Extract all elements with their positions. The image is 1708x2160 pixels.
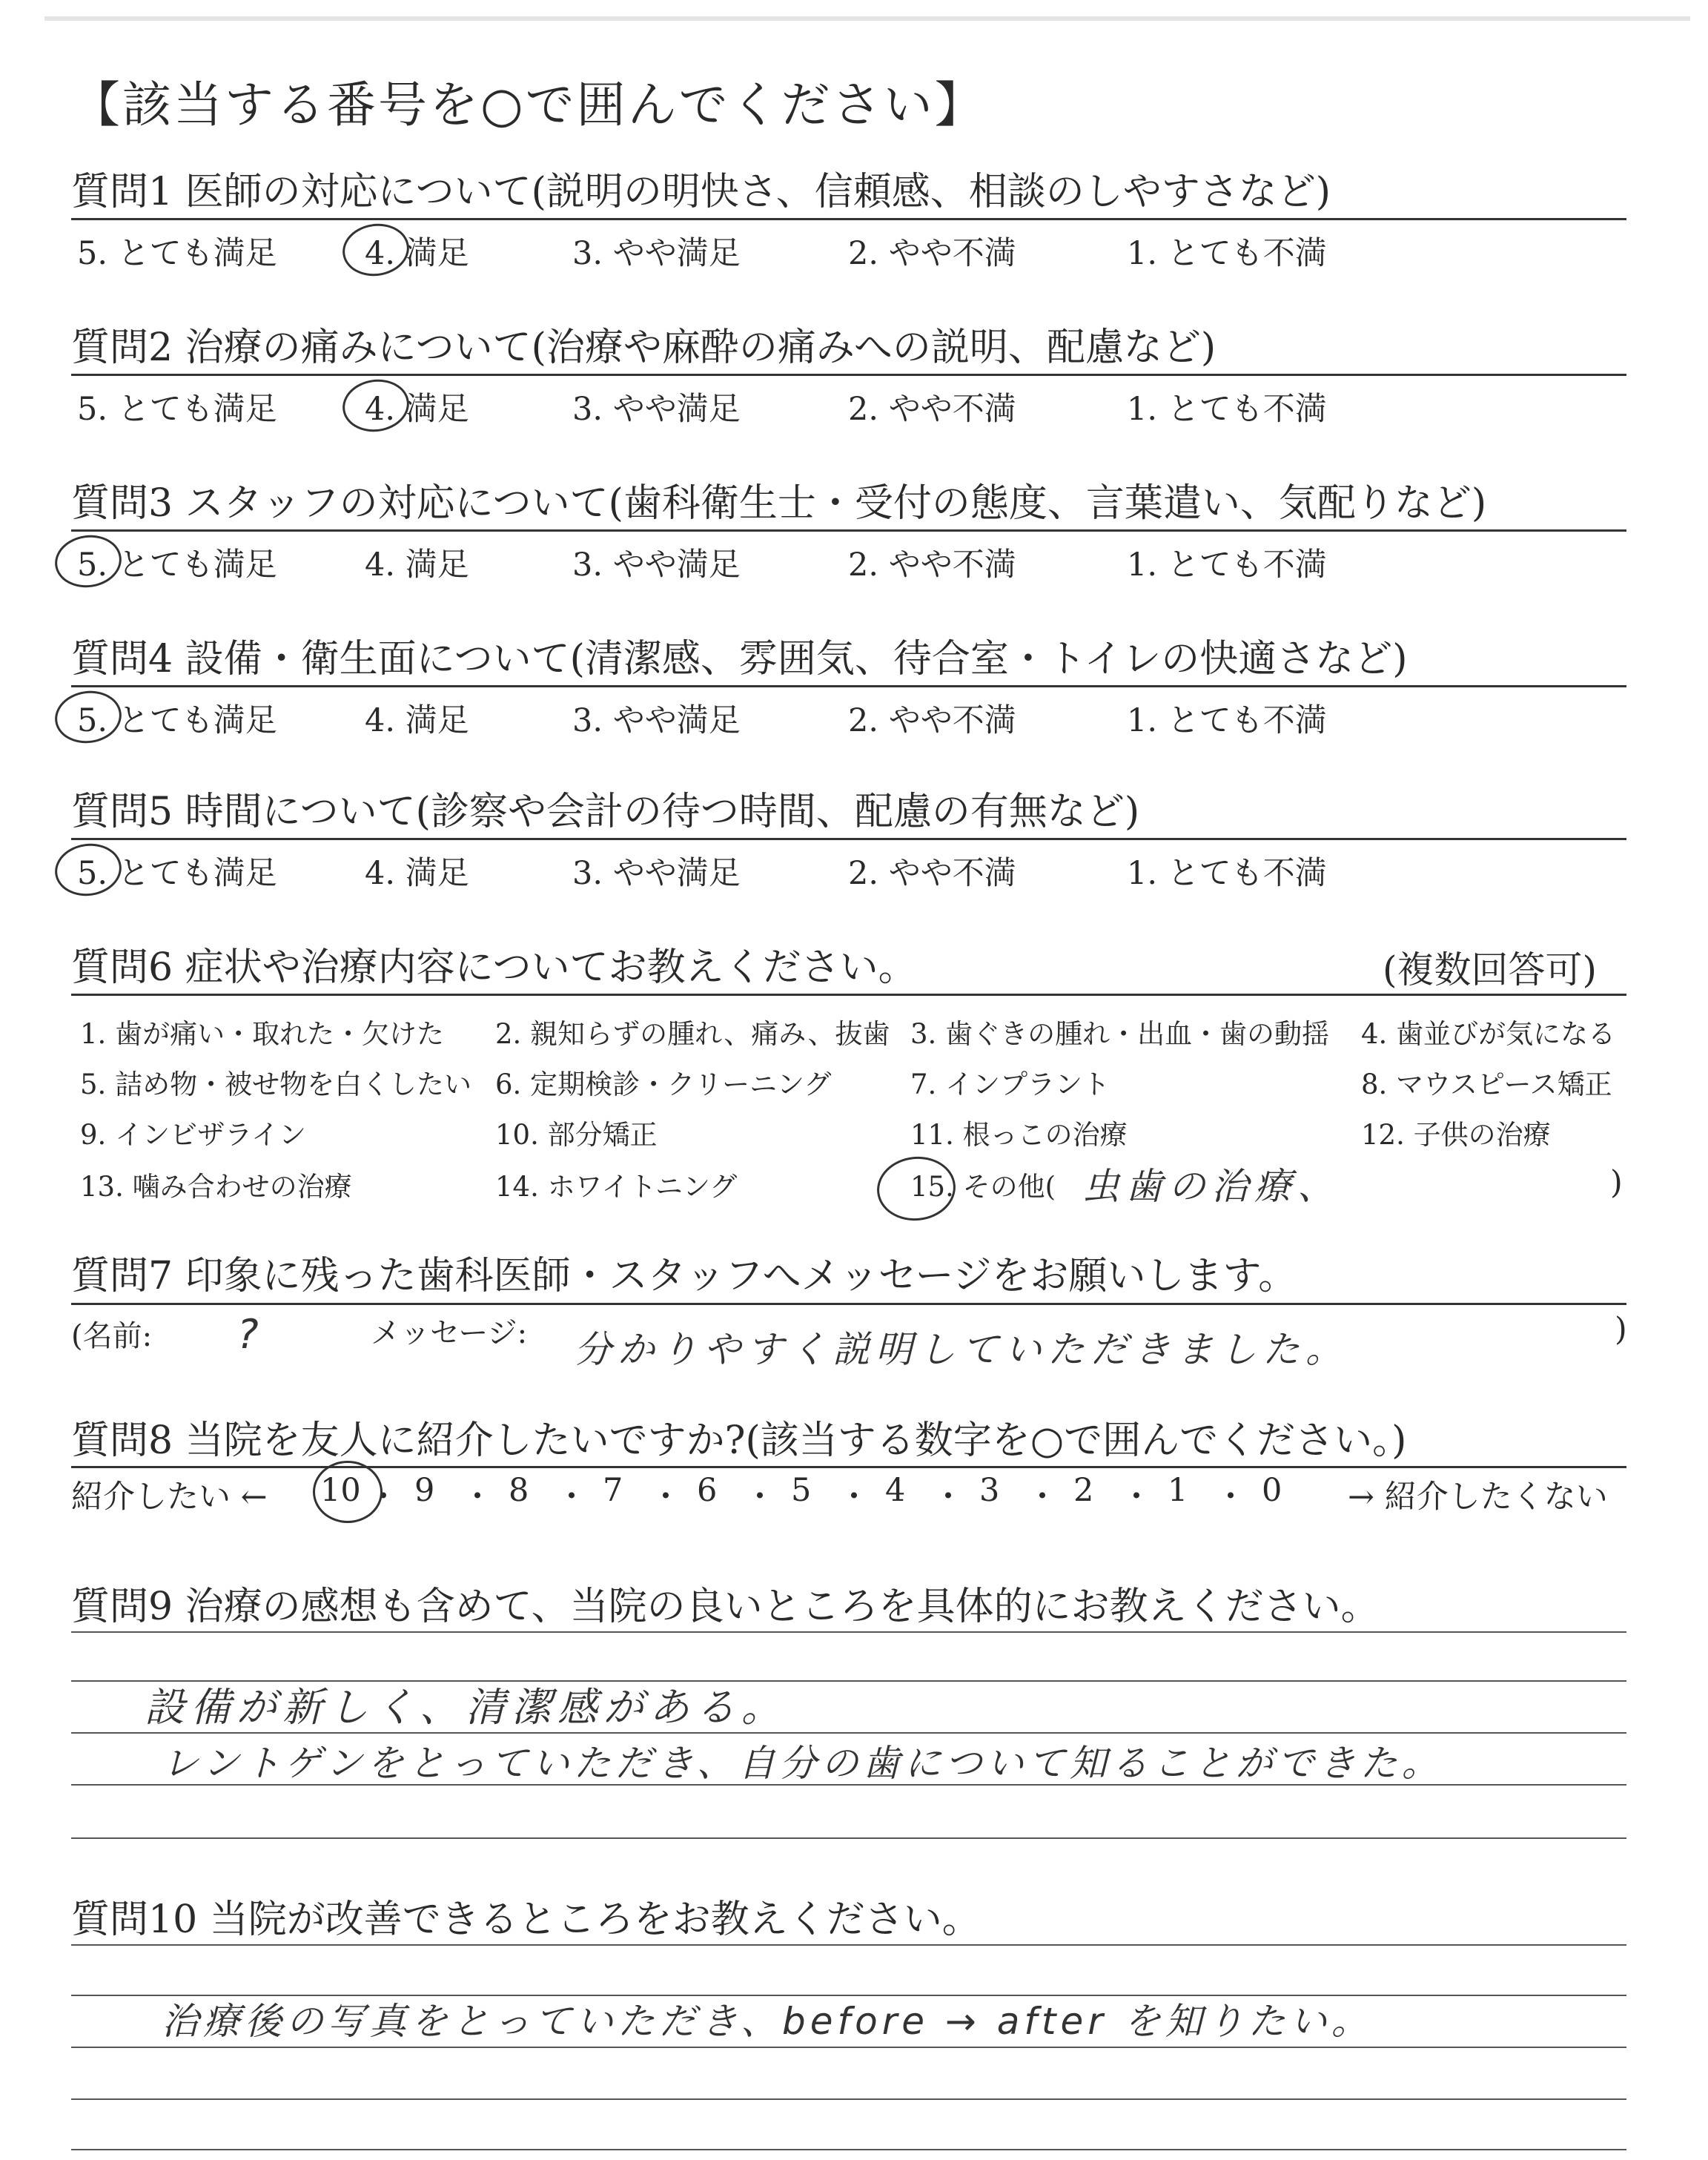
q10-line [71, 2047, 1626, 2048]
q5-option-3[interactable]: 3. やや満足 [572, 855, 741, 892]
q5-option-1[interactable]: 1. とても不満 [1127, 855, 1327, 892]
q6-option-4[interactable]: 4. 歯並びが気になる [1361, 1018, 1616, 1050]
q5-rule [71, 838, 1626, 840]
q8-scale-8[interactable]: 8 [509, 1472, 529, 1509]
q6-option-13[interactable]: 13. 噛み合わせの治療 [80, 1171, 352, 1203]
q3-option-3[interactable]: 3. やや満足 [572, 546, 741, 584]
q5-option-2[interactable]: 2. やや不満 [848, 855, 1016, 892]
q2-rule [71, 374, 1626, 376]
q7-message-label: メッセージ: [371, 1316, 528, 1350]
q2-option-2[interactable]: 2. やや不満 [848, 391, 1016, 428]
scan-edge [44, 16, 1690, 21]
q8-selection-circle [313, 1461, 383, 1523]
q8-scale-separator: ・ [367, 1479, 400, 1516]
q3-option-5[interactable]: 5. とても満足 [77, 546, 277, 584]
q2-option-4[interactable]: 4. 満足 [365, 391, 469, 428]
q6-option-5[interactable]: 5. 詰め物・被せ物を白くしたい [80, 1069, 472, 1100]
q6-heading: 質問6 症状や治療内容についてお教えください。 [71, 945, 917, 990]
q6-option-9[interactable]: 9. インビザライン [80, 1119, 306, 1151]
q5-option-5[interactable]: 5. とても満足 [77, 855, 277, 892]
q4-option-5[interactable]: 5. とても満足 [77, 702, 277, 739]
q4-heading: 質問4 設備・衛生面について(清潔感、雰囲気、待合室・トイレの快適さなど) [71, 637, 1408, 681]
q8-right-label: → 紹介したくない [1348, 1479, 1608, 1516]
q5-option-4[interactable]: 4. 満足 [365, 855, 469, 892]
q8-scale-separator: ・ [932, 1479, 964, 1516]
q7-name-label: (名前: [71, 1319, 153, 1353]
q4-option-3[interactable]: 3. やや満足 [572, 702, 741, 739]
q2-option-1[interactable]: 1. とても不満 [1127, 391, 1327, 428]
q8-heading: 質問8 当院を友人に紹介したいですか?(該当する数字を○で囲んでください。) [71, 1418, 1407, 1463]
q7-name-value: ? [237, 1311, 265, 1358]
q10-heading: 質問10 当院が改善できるところをお教えください。 [71, 1898, 981, 1942]
q8-scale-separator: ・ [1214, 1479, 1247, 1516]
q6-option-6[interactable]: 6. 定期検診・クリーニング [495, 1069, 832, 1100]
q8-scale-separator: ・ [838, 1479, 870, 1516]
q8-scale-separator: ・ [649, 1479, 682, 1516]
q1-option-2[interactable]: 2. やや不満 [848, 235, 1016, 272]
q2-option-5[interactable]: 5. とても満足 [77, 391, 277, 428]
q3-heading: 質問3 スタッフの対応について(歯科衛生士・受付の態度、言葉遣い、気配りなど) [71, 481, 1487, 526]
q10-line [71, 2098, 1626, 2100]
q10-handwritten-line1: 治療後の写真をとっていただき、before → after を知りたい。 [162, 2000, 1373, 2043]
q1-heading: 質問1 医師の対応について(説明の明快さ、信頼感、相談のしやすさなど) [71, 170, 1331, 214]
q8-rule [71, 1466, 1626, 1468]
page-title: 【該当する番号を○で囲んでください】 [71, 76, 986, 133]
q8-scale-0[interactable]: 0 [1262, 1472, 1282, 1509]
q8-scale-4[interactable]: 4 [885, 1472, 906, 1509]
q4-option-2[interactable]: 2. やや不満 [848, 702, 1016, 739]
q6-multiple-note: (複数回答可) [1382, 948, 1597, 991]
q1-option-5[interactable]: 5. とても満足 [77, 235, 277, 272]
q6-option-12[interactable]: 12. 子供の治療 [1361, 1119, 1551, 1151]
q3-rule [71, 529, 1626, 532]
q1-option-1[interactable]: 1. とても不満 [1127, 235, 1327, 272]
q4-option-1[interactable]: 1. とても不満 [1127, 702, 1327, 739]
q6-option-10[interactable]: 10. 部分矯正 [495, 1119, 658, 1151]
q6-option-8[interactable]: 8. マウスピース矯正 [1361, 1069, 1612, 1100]
q6-other-handwritten: 虫歯の治療、 [1082, 1165, 1340, 1208]
q7-rule [71, 1303, 1626, 1305]
q7-close-paren: ) [1615, 1311, 1627, 1348]
q8-scale-separator: ・ [1120, 1479, 1153, 1516]
q8-scale-5[interactable]: 5 [791, 1472, 812, 1509]
q8-scale-1[interactable]: 1 [1168, 1472, 1188, 1509]
q6-close-paren[interactable]: ) [1610, 1164, 1623, 1201]
q2-option-3[interactable]: 3. やや満足 [572, 391, 741, 428]
q6-option-14[interactable]: 14. ホワイトニング [495, 1171, 738, 1203]
q6-rule [71, 994, 1626, 996]
q6-option-15[interactable]: 15. その他( [910, 1171, 1056, 1203]
q8-scale-6[interactable]: 6 [697, 1472, 718, 1509]
q6-option-1[interactable]: 1. 歯が痛い・取れた・欠けた [80, 1018, 445, 1050]
q8-left-label: 紹介したい ← [71, 1479, 268, 1516]
q9-line [71, 1837, 1626, 1839]
q8-scale-separator: ・ [1026, 1479, 1059, 1516]
q9-heading: 質問9 治療の感想も含めて、当院の良いところを具体的にお教えください。 [71, 1585, 1380, 1629]
q6-option-11[interactable]: 11. 根っこの治療 [910, 1119, 1128, 1151]
q9-handwritten-line2: レントゲンをとっていただき、自分の歯について知ることができた。 [162, 1742, 1443, 1785]
q8-scale-separator: ・ [744, 1479, 776, 1516]
q8-scale-7[interactable]: 7 [603, 1472, 623, 1509]
q8-scale-separator: ・ [461, 1479, 494, 1516]
q3-option-4[interactable]: 4. 満足 [365, 546, 469, 584]
q7-message-value: 分かりやすく説明していただきました。 [575, 1328, 1348, 1371]
q8-scale-2[interactable]: 2 [1073, 1472, 1094, 1509]
q8-scale-separator: ・ [555, 1479, 588, 1516]
q1-option-4[interactable]: 4. 満足 [365, 235, 469, 272]
q10-line [71, 2149, 1626, 2150]
q8-scale-3[interactable]: 3 [979, 1472, 1000, 1509]
q3-option-2[interactable]: 2. やや不満 [848, 546, 1016, 584]
q9-handwritten-line1: 設備が新しく、清潔感がある。 [145, 1684, 787, 1731]
q1-rule [71, 218, 1626, 220]
q3-option-1[interactable]: 1. とても不満 [1127, 546, 1327, 584]
q2-heading: 質問2 治療の痛みについて(治療や麻酔の痛みへの説明、配慮など) [71, 326, 1217, 370]
q7-heading: 質問7 印象に残った歯科医師・スタッフへメッセージをお願いします。 [71, 1254, 1297, 1298]
q10-line [71, 1944, 1626, 1946]
q8-scale-10[interactable]: 10 [320, 1472, 361, 1509]
q4-rule [71, 685, 1626, 687]
q5-heading: 質問5 時間について(診察や会計の待つ時間、配慮の有無など) [71, 790, 1140, 834]
q4-option-4[interactable]: 4. 満足 [365, 702, 469, 739]
q6-option-2[interactable]: 2. 親知らずの腫れ、痛み、抜歯 [495, 1018, 890, 1050]
q1-option-3[interactable]: 3. やや満足 [572, 235, 741, 272]
q6-option-7[interactable]: 7. インプラント [910, 1069, 1110, 1100]
q6-option-3[interactable]: 3. 歯ぐきの腫れ・出血・歯の動揺 [910, 1018, 1330, 1050]
q9-line [71, 1631, 1626, 1633]
q8-scale-9[interactable]: 9 [414, 1472, 435, 1509]
